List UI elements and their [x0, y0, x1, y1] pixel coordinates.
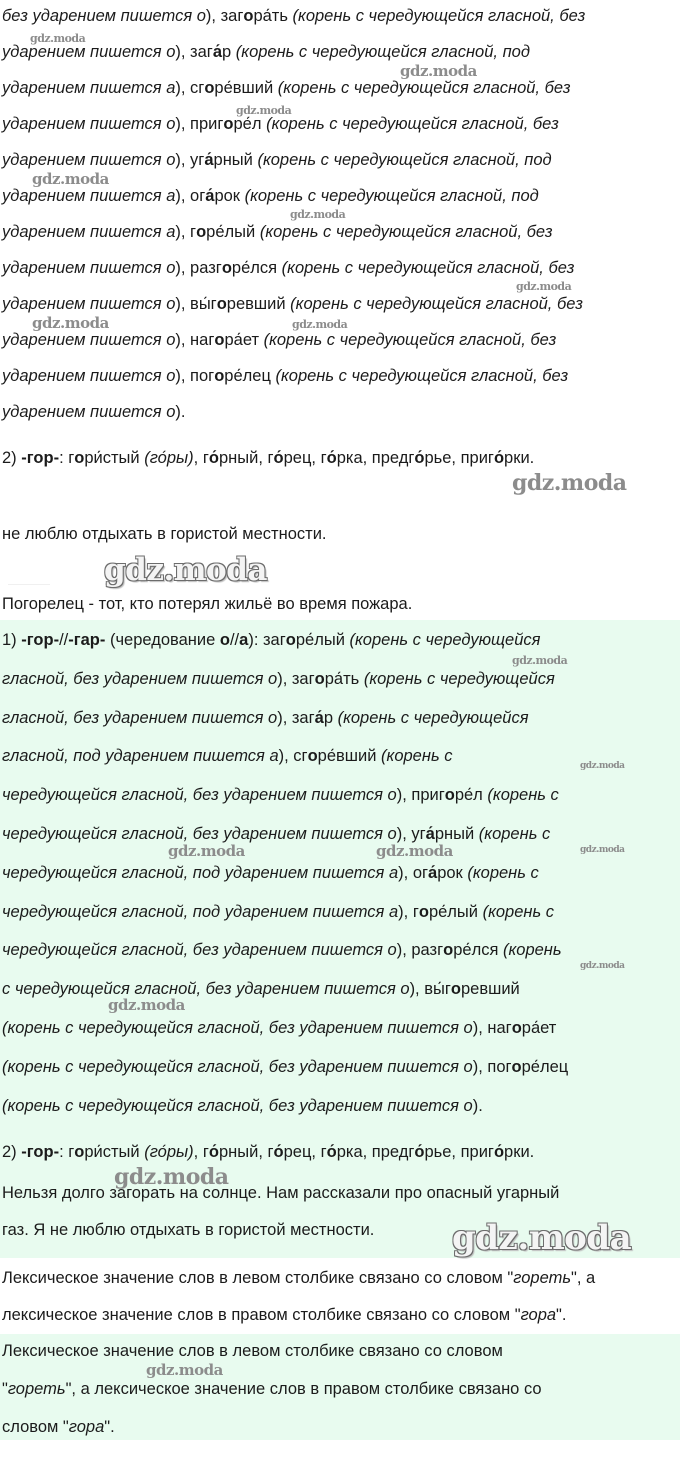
text-run: ре́лый [295, 631, 350, 649]
text-run: ), разг [175, 259, 222, 277]
text-run: гора [520, 1306, 557, 1324]
watermark-logo: gdz.moda [104, 552, 267, 588]
answer-section-1 [0, 0, 680, 620]
watermark-logo: gdz.moda [292, 318, 348, 331]
text-run: о [166, 367, 176, 385]
text-run: а [166, 187, 176, 205]
text-run: о [387, 941, 397, 960]
text-run: (корень с чередующейся гласной, без [292, 7, 586, 25]
text-run: ), вы́г [175, 295, 217, 313]
text-run: гласной, без ударением пишется [2, 669, 269, 688]
text-line [2, 940, 562, 960]
text-run: ра́ть [253, 7, 293, 25]
text-line [2, 1379, 542, 1399]
text-run: ударением пишется [2, 367, 167, 385]
text-run: словом " [2, 1418, 69, 1436]
text-run: ), ог [175, 187, 206, 205]
watermark-logo: gdz.moda [580, 761, 625, 771]
text-run: о [463, 1096, 473, 1115]
definition-sentence: Погорелец - тот, кто потерял жильё во время пожара. [2, 595, 413, 613]
text-run: (корень с [467, 863, 539, 882]
text-run: ударением пишется [2, 223, 167, 241]
text-line [2, 150, 552, 170]
text-run: (корень с чередующейся гласной, под [235, 43, 530, 61]
text-run: ударением пишется [2, 79, 167, 97]
text-run: а́ [428, 863, 438, 882]
text-run: ударением пишется [2, 295, 167, 313]
text-run: ", а [571, 1269, 596, 1287]
text-run: ), заг [205, 7, 244, 25]
text-run: ). [472, 1096, 483, 1115]
text-run: ), наг [175, 331, 215, 349]
text-run: о [463, 1057, 473, 1076]
text-run: о [214, 367, 225, 385]
text-run: ". [104, 1418, 115, 1436]
text-run: о [219, 631, 230, 649]
text-run: ре́л [454, 786, 488, 805]
text-run: чередующейся гласной, без ударением пишется [2, 825, 388, 843]
text-run: ), сг [175, 79, 205, 97]
text-run: ), заг [175, 43, 213, 61]
text-line [2, 330, 556, 350]
text-run: (корень с чередующейся [349, 631, 541, 649]
text-line [2, 42, 530, 62]
text-run: рец, г [283, 1143, 327, 1161]
text-run: ), наг [472, 1019, 512, 1037]
text-run: (корень с чередующейся гласной, без [277, 79, 571, 97]
text-run: ре́лся [231, 259, 282, 277]
text-run: ударением пишется [2, 331, 167, 349]
text-run: ), ог [398, 863, 429, 882]
text-run: (корень с чередующейся [363, 669, 555, 688]
text-run: ), г [175, 223, 197, 241]
text-line [2, 1057, 568, 1077]
text-run: а́ [204, 151, 214, 169]
text-run: , г [193, 1143, 209, 1161]
text-run: о [74, 1143, 85, 1161]
text-run: ра́ет [521, 1019, 557, 1037]
text-run: рка, предг [336, 1143, 415, 1161]
text-run: о [74, 449, 85, 467]
text-run: Лексическое значение слов в левом столбике связано со словом [2, 1342, 503, 1360]
text-run: ), сг [278, 747, 308, 766]
text-line [2, 863, 539, 883]
text-run: р [222, 43, 236, 61]
text-run: // [229, 631, 240, 649]
paragraph-root-gor [2, 1142, 534, 1162]
text-run: ре́лец [224, 367, 276, 385]
text-run: о [400, 980, 410, 999]
text-run: ри́стый [84, 1143, 145, 1161]
text-line [2, 402, 185, 422]
text-run: (корень с чередующейся гласной, под [244, 187, 539, 205]
text-run: 2) [2, 1143, 22, 1161]
text-run: а́ [205, 187, 215, 205]
text-run: ), пог [175, 367, 215, 385]
text-line [2, 1268, 595, 1288]
text-run: о [511, 1057, 522, 1076]
text-run: ударением пишется [2, 187, 167, 205]
text-line [2, 186, 539, 206]
text-run: ), вы́г [409, 980, 451, 999]
text-line [2, 1018, 556, 1038]
text-run: ), уг [175, 151, 205, 169]
text-run: (корень с чередующейся гласной, без [259, 223, 553, 241]
text-run: (корень с чередующейся гласной, без [275, 367, 569, 385]
text-run: о [307, 747, 318, 766]
text-run: о [387, 825, 397, 843]
text-run: о́ [493, 449, 505, 467]
text-run: ре́лый [206, 223, 260, 241]
text-run: (корень с [487, 786, 559, 805]
text-run: ), заг [277, 669, 315, 688]
text-run: рный, г [218, 449, 274, 467]
watermark-logo: gdz.moda [108, 996, 185, 1014]
text-run: о [166, 295, 176, 313]
text-run: ре́л [233, 115, 267, 133]
text-run: а [166, 79, 176, 97]
text-run: " [2, 1380, 8, 1398]
watermark-logo: gdz.moda [580, 845, 625, 855]
watermark-logo: gdz.moda [400, 62, 477, 80]
watermark-logo: gdz.moda [30, 32, 86, 45]
text-run: (корень с чередующейся гласной, без [290, 295, 583, 313]
text-run: 1) [2, 631, 22, 649]
text-run: о [166, 43, 176, 61]
text-run: -гор- [21, 631, 60, 649]
text-run: с чередующейся гласной, без ударением пишется [2, 980, 401, 999]
text-run: о [166, 331, 176, 349]
text-run: а [388, 902, 399, 921]
text-line [2, 1417, 115, 1437]
watermark-logo: gdz.moda [290, 208, 346, 221]
text-run: рки. [504, 449, 535, 467]
text-run: о [463, 1019, 473, 1037]
text-run: рье, приг [424, 449, 494, 467]
text-run: (корень с чередующейся гласной, без [263, 331, 557, 349]
text-run: гореть [7, 1380, 66, 1398]
text-run: о́ [208, 449, 219, 467]
text-run: о [166, 259, 176, 277]
text-run: рок [437, 863, 468, 882]
text-run: гласной, под ударением пишется [2, 747, 270, 766]
text-run: рки. [504, 1143, 535, 1161]
text-run: чередующейся гласной, под ударением пишется [2, 902, 389, 921]
paragraph-root-gor [2, 448, 534, 468]
text-run: рок [214, 187, 245, 205]
text-run: (корень с [381, 747, 453, 766]
text-run: (корень с чередующейся гласной, без ударением пишется [2, 1096, 464, 1115]
text-run: (корень с чередующейся гласной, под [257, 151, 552, 169]
text-run: о́ [273, 1143, 284, 1161]
text-run: гласной, без ударением пишется [2, 708, 269, 727]
text-run: а [239, 631, 249, 649]
text-run: рье, приг [424, 1143, 494, 1161]
text-run: ревший [226, 295, 291, 313]
text-line [2, 222, 553, 242]
text-run: ра́ет [224, 331, 264, 349]
text-run: р [323, 708, 338, 727]
text-run: рный [434, 825, 479, 843]
text-run: ре́вший [214, 79, 278, 97]
example-sentence: не люблю отдыхать в гористой местности. [2, 525, 327, 543]
watermark-logo: gdz.moda [512, 470, 627, 496]
text-run: о [268, 669, 278, 688]
text-line [2, 366, 568, 386]
answer-section-2 [0, 620, 680, 1258]
text-run: без ударением пишется [2, 7, 197, 25]
text-line [2, 78, 571, 98]
text-run: ре́вший [317, 747, 382, 766]
text-run: рный, г [218, 1143, 274, 1161]
text-run: ударением пишется [2, 115, 167, 133]
text-line [2, 979, 520, 999]
text-run: (го́ры) [144, 1143, 194, 1161]
text-line [2, 669, 555, 689]
text-run: ри́стый [84, 449, 145, 467]
text-run: (корень с чередующейся гласной, без [266, 115, 559, 133]
text-line [2, 746, 452, 766]
text-line [2, 1096, 483, 1116]
text-run: ре́лый [428, 902, 483, 921]
text-line [2, 1341, 503, 1361]
text-run: о [196, 7, 206, 25]
text-run: о [196, 223, 207, 241]
example-sentences-line: Нельзя долго загорать на солнце. Нам рассказали про опасный угарный [2, 1184, 560, 1202]
watermark-logo: gdz.moda [146, 1361, 223, 1379]
text-run: а́ [314, 708, 324, 727]
text-run: а [166, 223, 176, 241]
watermark-logo: gdz.moda [114, 1164, 229, 1190]
text-run: о [221, 259, 232, 277]
text-run: (чередование [105, 631, 220, 649]
text-run: а́ [425, 825, 435, 843]
text-run: ), пог [472, 1057, 512, 1076]
text-run: : г [59, 449, 75, 467]
text-run: а́ [212, 43, 223, 61]
text-line [2, 6, 585, 26]
text-line [2, 258, 574, 278]
text-run: о́ [414, 1143, 425, 1161]
text-run: ударением пишется [2, 403, 167, 421]
text-line [2, 824, 550, 844]
text-run: о [166, 403, 176, 421]
text-run: -гор- [21, 1143, 60, 1161]
text-run: ударением пишется [2, 151, 167, 169]
text-run: Лексическое значение слов в левом столбике связано со словом " [2, 1269, 514, 1287]
text-run: -гор- [21, 449, 60, 467]
text-run: рный [213, 151, 258, 169]
text-run: ", а лексическое значение слов в правом столбике связано со [65, 1380, 542, 1398]
text-run: о [444, 786, 455, 805]
text-run: о [214, 331, 225, 349]
text-line [2, 630, 540, 650]
text-run: ), разг [396, 941, 444, 960]
text-run: о [511, 1019, 522, 1037]
text-run: а [269, 747, 279, 766]
text-run: о [166, 115, 176, 133]
text-run: (корень с чередующейся гласной, без ударением пишется [2, 1057, 464, 1076]
text-run: о [285, 631, 296, 649]
example-sentences-line: газ. Я не люблю отдыхать в гористой местности. [2, 1221, 375, 1239]
text-run: ). [175, 403, 186, 421]
text-run: ), приг [175, 115, 224, 133]
text-run: (го́ры) [144, 449, 194, 467]
divider [8, 584, 50, 585]
text-run: гора [68, 1418, 105, 1436]
text-run: ревший [460, 980, 520, 999]
text-run: ), заг [277, 708, 315, 727]
text-run: о [418, 902, 429, 921]
text-run: о́ [326, 449, 337, 467]
text-run: ре́лец [521, 1057, 569, 1076]
watermark-logo: gdz.moda [168, 842, 245, 860]
text-run: о [166, 151, 176, 169]
text-run: о́ [414, 449, 425, 467]
text-run: (корень [502, 941, 562, 960]
text-run: гореть [513, 1269, 571, 1287]
text-run: а [388, 863, 399, 882]
text-run: // [59, 631, 69, 649]
text-run: ударением пишется [2, 259, 167, 277]
watermark-logo: gdz.moda [376, 842, 453, 860]
text-run: -гар- [68, 631, 106, 649]
text-run: (корень с чередующейся гласной, без [281, 259, 575, 277]
watermark-logo: gdz.moda [512, 654, 568, 667]
text-run: о [387, 786, 397, 805]
watermark-logo: gdz.moda [236, 104, 292, 117]
answer-section-4 [0, 1334, 680, 1440]
watermark-logo: gdz.moda [516, 280, 572, 293]
watermark-logo: gdz.moda [32, 314, 109, 332]
text-run: о [223, 115, 234, 133]
text-run: ударением пишется [2, 43, 167, 61]
text-run: чередующейся гласной, без ударением пишется [2, 786, 388, 805]
text-line [2, 114, 559, 134]
text-run: чередующейся гласной, под ударением пишется [2, 863, 389, 882]
text-line [2, 902, 554, 922]
text-run: ), уг [396, 825, 426, 843]
text-line [2, 294, 583, 314]
text-run: о́ [326, 1143, 337, 1161]
text-run: (корень с [482, 902, 554, 921]
watermark-logo: gdz.moda [580, 961, 625, 971]
text-run: ре́лся [453, 941, 503, 960]
text-run: ". [556, 1306, 567, 1324]
text-run: о́ [208, 1143, 219, 1161]
text-line [2, 1305, 567, 1325]
text-run: (корень с [478, 825, 551, 843]
text-run: : г [59, 1143, 75, 1161]
text-run: ра́ть [324, 669, 364, 688]
text-run: ): заг [248, 631, 286, 649]
text-run: о [216, 295, 227, 313]
text-run: о [314, 669, 325, 688]
text-run: рец, г [283, 449, 327, 467]
watermark-logo: gdz.moda [32, 170, 109, 188]
text-run: о́ [493, 1143, 505, 1161]
text-run: 2) [2, 449, 22, 467]
text-run: о [204, 79, 215, 97]
watermark-logo: gdz.moda [452, 1218, 632, 1258]
text-run: чередующейся гласной, без ударением пишется [2, 941, 388, 960]
text-run: рка, предг [336, 449, 415, 467]
text-run: (корень с чередующейся [337, 708, 529, 727]
text-run: о [268, 708, 278, 727]
text-run: о [450, 980, 461, 999]
text-run: о [443, 941, 454, 960]
text-run: о́ [273, 449, 284, 467]
text-line [2, 708, 529, 728]
text-run: ), г [398, 902, 419, 921]
text-line [2, 785, 559, 805]
answer-section-3 [0, 1258, 680, 1334]
text-run: (корень с чередующейся гласной, без ударением пишется [2, 1019, 464, 1037]
text-run: ), приг [396, 786, 445, 805]
text-run: лексическое значение слов в правом столбике связано со словом " [2, 1306, 521, 1324]
text-run: о [243, 7, 254, 25]
text-run: , г [193, 449, 209, 467]
